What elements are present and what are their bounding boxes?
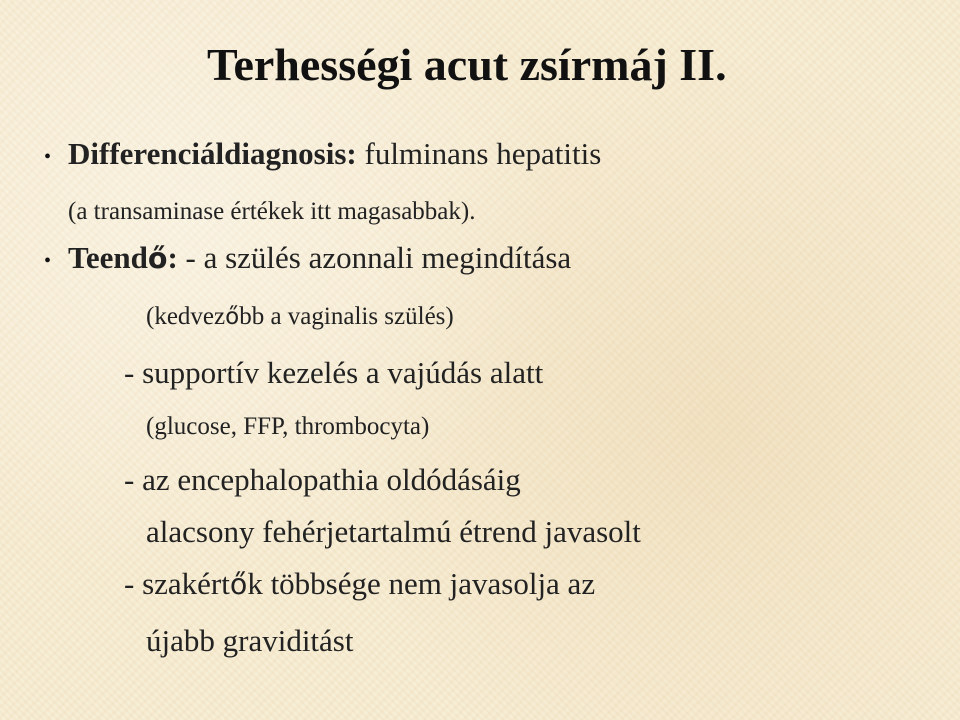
- bullet-label: [68, 240, 178, 275]
- bullet-text: - a szülés azonnali megindítása: [177, 240, 572, 275]
- text-part: - szakért: [124, 566, 230, 601]
- bullet-text: fulminans hepatitis: [356, 136, 602, 171]
- line-szakertok: [124, 566, 595, 602]
- line-ujabb: újabb graviditást: [146, 623, 354, 658]
- slide-title: Terhességi acut zsírmáj II.: [207, 39, 727, 90]
- bullet-marker: •: [44, 146, 52, 168]
- text-part: (kedvez: [146, 303, 226, 330]
- bullet-subtext: [146, 303, 454, 331]
- line-glucose: (glucose, FFP, thrombocyta): [146, 413, 430, 440]
- bullet-differencialdiagnosis: [68, 136, 601, 172]
- bullet-label: Differenciáldiagnosis:: [68, 136, 357, 171]
- line-alacsony: alacsony fehérjetartalmú étrend javasolt: [146, 514, 641, 549]
- text-part: k többsége nem javasolja az: [247, 566, 596, 601]
- text-part: bb a vaginalis szülés): [239, 303, 454, 330]
- text-part: ő: [229, 568, 248, 601]
- label-part: ő: [147, 242, 168, 275]
- label-part: Teend: [68, 240, 148, 275]
- text-part: ő: [225, 304, 240, 330]
- line-supportiv: - supportív kezelés a vajúdás alatt: [124, 355, 544, 390]
- line-encephalopathia: - az encephalopathia oldódásáig: [124, 462, 521, 497]
- bullet-teendo: [68, 240, 571, 276]
- label-part: :: [167, 240, 178, 275]
- bullet-subtext: (a transaminase értékek itt magasabbak).: [68, 198, 476, 225]
- bullet-marker: •: [44, 250, 52, 272]
